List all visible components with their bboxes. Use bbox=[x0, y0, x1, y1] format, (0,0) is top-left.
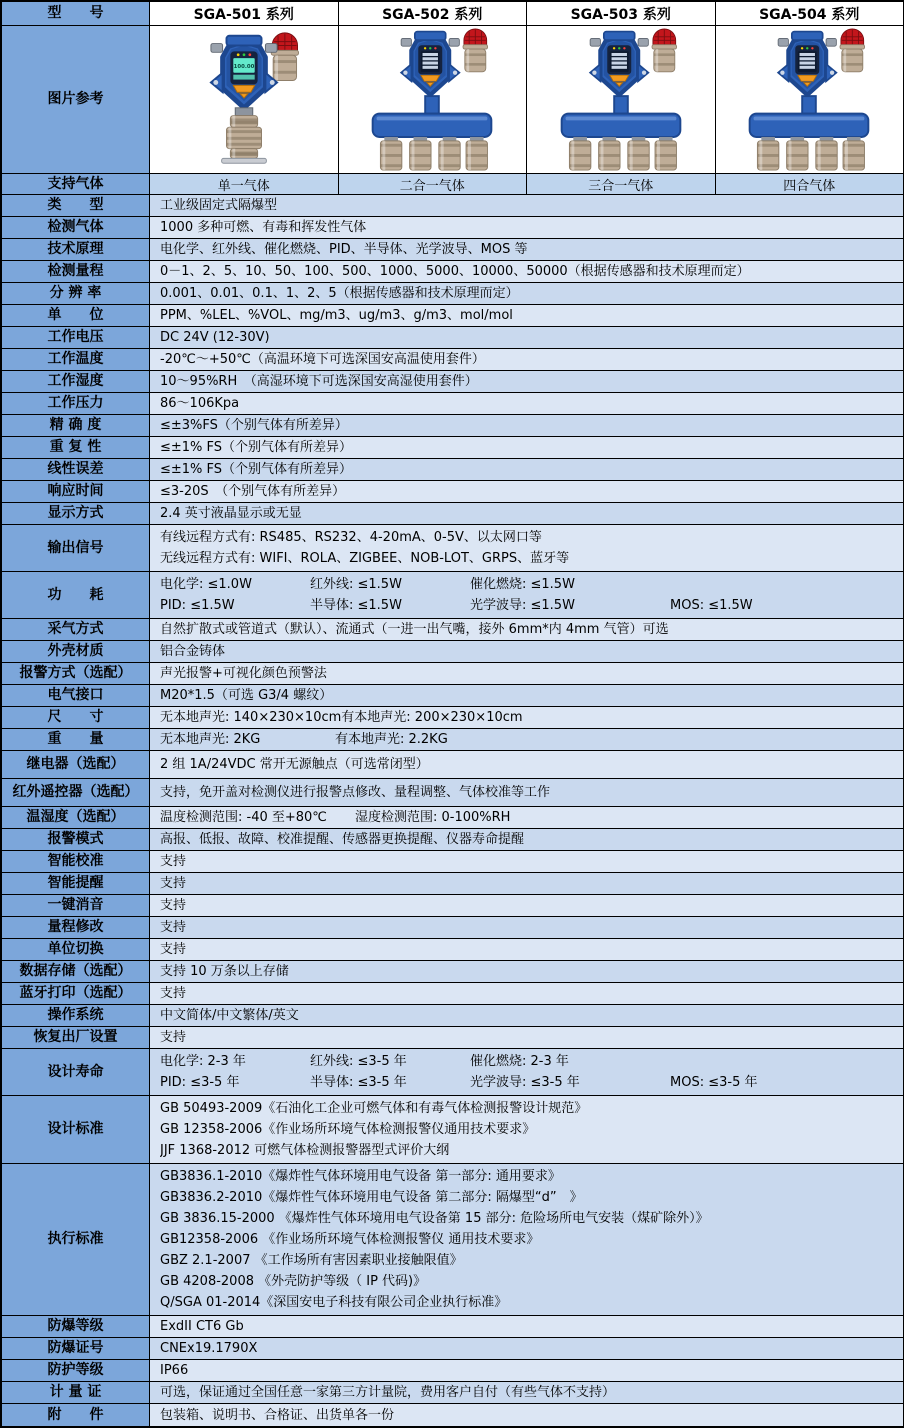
product-image-sga-502 bbox=[339, 26, 528, 173]
spec-row bbox=[2, 349, 903, 371]
row-value bbox=[150, 939, 903, 960]
row-value-line: 1000 多种可燃、有毒和挥发性气体 bbox=[160, 220, 367, 235]
spec-row bbox=[2, 503, 903, 525]
spec-row bbox=[2, 751, 903, 779]
supported-gas-row bbox=[2, 174, 903, 195]
row-label: 检测量程 bbox=[2, 261, 150, 282]
image-row-label: 图片参考 bbox=[2, 26, 150, 173]
row-value bbox=[150, 503, 903, 524]
row-value bbox=[150, 685, 903, 706]
row-value bbox=[150, 1404, 903, 1426]
spec-row bbox=[2, 1360, 903, 1382]
row-value-line: ≤±1% FS（个别气体有所差异） bbox=[160, 462, 353, 477]
row-value-segment: 无本地声光: 2KG bbox=[160, 732, 261, 747]
row-value-line: 支持 bbox=[160, 876, 187, 891]
row-value-segment: MOS: ≤3-5 年 bbox=[670, 1075, 758, 1090]
spec-row bbox=[2, 239, 903, 261]
spec-row bbox=[2, 1316, 903, 1338]
row-value-line: GB 50493-2009《石油化工企业可燃气体和有毒气体检测报警设计规范》 bbox=[160, 1101, 588, 1116]
row-value-line: 支持 10 万条以上存储 bbox=[160, 964, 289, 979]
row-value bbox=[150, 572, 903, 618]
row-value-line: 中文简体/中文繁体/英文 bbox=[160, 1008, 299, 1023]
row-value-line: 支持 bbox=[160, 986, 187, 1001]
row-value-line: GB3836.1-2010《爆炸性气体环境用电气设备 第一部分: 通用要求》 bbox=[160, 1169, 561, 1184]
row-label: 温湿度（选配） bbox=[2, 807, 150, 828]
row-value bbox=[150, 327, 903, 348]
row-value bbox=[150, 707, 903, 728]
supported-gas-3: 三合一气体 bbox=[527, 174, 716, 194]
row-label: 防爆证号 bbox=[2, 1338, 150, 1359]
row-value bbox=[150, 779, 903, 806]
row-value-segment: 催化燃烧: 2-3 年 bbox=[470, 1054, 569, 1069]
row-value-line: GB12358-2006 《作业场所环境气体检测报警仪 通用技术要求》 bbox=[160, 1232, 540, 1247]
row-value-line: IP66 bbox=[160, 1363, 189, 1378]
row-value-segment: MOS: ≤1.5W bbox=[670, 598, 753, 613]
row-label: 输出信号 bbox=[2, 525, 150, 571]
row-label: 功 耗 bbox=[2, 572, 150, 618]
row-value-line: 支持 bbox=[160, 854, 187, 869]
row-value-line: 有线远程方式有: RS485、RS232、4-20mA、0-5V、以太网口等 bbox=[160, 530, 542, 545]
row-value-line bbox=[160, 707, 903, 728]
spec-row bbox=[2, 1027, 903, 1049]
row-label: 重 量 bbox=[2, 729, 150, 750]
spec-row bbox=[2, 779, 903, 807]
model-header-1: SGA-501 系列 bbox=[150, 2, 339, 25]
supported-gas-2: 二合一气体 bbox=[339, 174, 528, 194]
spec-row bbox=[2, 873, 903, 895]
supported-gas-1: 单一气体 bbox=[150, 174, 339, 194]
row-value-line: 86～106Kpa bbox=[160, 396, 240, 411]
row-value-line: 0.001、0.01、0.1、1、2、5（根据传感器和技术原理而定） bbox=[160, 286, 519, 301]
spec-row bbox=[2, 851, 903, 873]
row-label: 电气接口 bbox=[2, 685, 150, 706]
spec-row bbox=[2, 195, 903, 217]
row-label: 防爆等级 bbox=[2, 1316, 150, 1337]
row-value-line: GB 4208-2008 《外壳防护等级（ IP 代码)》 bbox=[160, 1274, 427, 1289]
spec-row bbox=[2, 895, 903, 917]
row-value bbox=[150, 1382, 903, 1403]
row-value-line: 电化学、红外线、催化燃烧、PID、半导体、光学波导、MOS 等 bbox=[160, 242, 528, 257]
spec-row bbox=[2, 217, 903, 239]
spec-row bbox=[2, 327, 903, 349]
row-value-line: 无线远程方式有: WIFI、ROLA、ZIGBEE、NOB-LOT、GRPS、蓝牙等 bbox=[160, 551, 570, 566]
spec-row bbox=[2, 415, 903, 437]
row-value-segment: PID: ≤3-5 年 bbox=[160, 1075, 240, 1090]
row-label: 检测气体 bbox=[2, 217, 150, 238]
row-label: 类 型 bbox=[2, 195, 150, 216]
spec-row bbox=[2, 393, 903, 415]
row-value-line: ≤3-20S （个别气体有所差异） bbox=[160, 484, 346, 499]
row-label: 分 辨 率 bbox=[2, 283, 150, 304]
row-value bbox=[150, 1027, 903, 1048]
row-value bbox=[150, 305, 903, 326]
row-label: 数据存储（选配） bbox=[2, 961, 150, 982]
row-value-segment: 光学波导: ≤3-5 年 bbox=[470, 1075, 580, 1090]
row-value bbox=[150, 1164, 903, 1315]
row-value-segment: 湿度检测范围: 0-100%RH bbox=[355, 810, 511, 825]
row-value-line: 自然扩散式或管道式（默认）、流通式（一进一出气嘴，接外 6mm*内 4mm 气管）可选 bbox=[160, 622, 669, 637]
row-value bbox=[150, 729, 903, 750]
product-image-sga-503 bbox=[527, 26, 716, 173]
spec-row bbox=[2, 305, 903, 327]
spec-row bbox=[2, 1382, 903, 1404]
row-value bbox=[150, 217, 903, 238]
row-value bbox=[150, 239, 903, 260]
row-value-segment: 光学波导: ≤1.5W bbox=[470, 598, 575, 613]
row-value-line: -20℃～+50℃（高温环境下可选深国安高温使用套件） bbox=[160, 352, 485, 367]
row-value-line: 支持 bbox=[160, 942, 187, 957]
spec-row bbox=[2, 939, 903, 961]
row-label: 工作湿度 bbox=[2, 371, 150, 392]
row-label: 工作电压 bbox=[2, 327, 150, 348]
row-value bbox=[150, 917, 903, 938]
row-value-line: GB 12358-2006《作业场所环境气体检测报警仪通用技术要求》 bbox=[160, 1122, 536, 1137]
row-value bbox=[150, 1338, 903, 1359]
row-label: 精 确 度 bbox=[2, 415, 150, 436]
row-label: 智能校准 bbox=[2, 851, 150, 872]
row-value-line: 工业级固定式隔爆型 bbox=[160, 198, 278, 213]
row-value bbox=[150, 1096, 903, 1163]
row-value-line: M20*1.5（可选 G3/4 螺纹） bbox=[160, 688, 333, 703]
spec-row bbox=[2, 459, 903, 481]
row-label: 线性误差 bbox=[2, 459, 150, 480]
row-value bbox=[150, 1049, 903, 1095]
row-value-line: 可选，保证通过全国任意一家第三方计量院，费用客户自付（有些气体不支持） bbox=[160, 1385, 616, 1400]
row-label: 防护等级 bbox=[2, 1360, 150, 1381]
row-value-line: 包装箱、说明书、合格证、出货单各一份 bbox=[160, 1407, 395, 1423]
row-value-line: ≤±3%FS（个别气体有所差异） bbox=[160, 418, 348, 433]
row-value-line: JJF 1368-2012 可燃气体检测报警器型式评价大纲 bbox=[160, 1143, 450, 1158]
row-label: 恢复出厂设置 bbox=[2, 1027, 150, 1048]
row-label: 单 位 bbox=[2, 305, 150, 326]
spec-rows bbox=[2, 195, 903, 1426]
row-label: 操作系统 bbox=[2, 1005, 150, 1026]
row-label: 智能提醒 bbox=[2, 873, 150, 894]
supported-gas-4: 四合气体 bbox=[716, 174, 904, 194]
row-value-line bbox=[160, 807, 903, 828]
spec-row bbox=[2, 663, 903, 685]
row-value-line: 高报、低报、故障、校准提醒、传感器更换提醒、仪器寿命提醒 bbox=[160, 832, 525, 847]
row-label: 工作温度 bbox=[2, 349, 150, 370]
row-label: 量程修改 bbox=[2, 917, 150, 938]
gas-row-label: 支持气体 bbox=[2, 174, 150, 194]
row-label: 设计寿命 bbox=[2, 1049, 150, 1095]
row-label: 一键消音 bbox=[2, 895, 150, 916]
spec-row bbox=[2, 729, 903, 751]
row-value-segment: 红外线: ≤1.5W bbox=[310, 577, 402, 592]
row-value bbox=[150, 619, 903, 640]
row-value-segment: PID: ≤1.5W bbox=[160, 598, 235, 613]
row-label: 重 复 性 bbox=[2, 437, 150, 458]
spec-row bbox=[2, 641, 903, 663]
row-value-segment: 有本地声光: 200×230×10cm bbox=[341, 710, 523, 725]
row-value-line: 支持 bbox=[160, 898, 187, 913]
row-value-segment: 半导体: ≤1.5W bbox=[310, 598, 402, 613]
product-image-sga-501 bbox=[150, 26, 339, 173]
row-value bbox=[150, 807, 903, 828]
spec-row bbox=[2, 707, 903, 729]
row-label: 响应时间 bbox=[2, 481, 150, 502]
row-value-line: GB 3836.15-2000 《爆炸性气体环境用电气设备第 15 部分: 危险场所电气安装（煤矿除外）》 bbox=[160, 1211, 709, 1226]
row-label: 报警模式 bbox=[2, 829, 150, 850]
spec-row bbox=[2, 1164, 903, 1316]
model-header-2: SGA-502 系列 bbox=[339, 2, 528, 25]
row-value-line: CNEx19.1790X bbox=[160, 1341, 258, 1356]
row-value-line: DC 24V (12-30V) bbox=[160, 330, 270, 345]
row-value bbox=[150, 961, 903, 982]
product-image-row bbox=[2, 26, 903, 174]
spec-row bbox=[2, 1005, 903, 1027]
row-value-line: GBZ 2.1-2007 《工作场所有害因素职业接触限值》 bbox=[160, 1253, 463, 1268]
row-label: 显示方式 bbox=[2, 503, 150, 524]
row-value bbox=[150, 349, 903, 370]
row-value-segment: 电化学: 2-3 年 bbox=[160, 1054, 246, 1069]
row-value-line: 2.4 英寸液晶显示或无显 bbox=[160, 506, 302, 521]
spec-row bbox=[2, 572, 903, 619]
row-value-segment: 红外线: ≤3-5 年 bbox=[310, 1054, 407, 1069]
row-value bbox=[150, 829, 903, 850]
row-value bbox=[150, 1316, 903, 1337]
row-value bbox=[150, 459, 903, 480]
row-value-line: 0－1、2、5、10、50、100、500、1000、5000、10000、50000（根据传感器和技术原理而定） bbox=[160, 264, 750, 279]
row-value-line: 支持 bbox=[160, 920, 187, 935]
row-label: 工作压力 bbox=[2, 393, 150, 414]
row-value-line: ExdII CT6 Gb bbox=[160, 1319, 244, 1334]
spec-row bbox=[2, 261, 903, 283]
spec-row bbox=[2, 371, 903, 393]
row-label: 计 量 证 bbox=[2, 1382, 150, 1403]
row-value bbox=[150, 437, 903, 458]
row-value-line: Q/SGA 01-2014《深国安电子科技有限公司企业执行标准》 bbox=[160, 1295, 508, 1310]
row-label: 继电器（选配） bbox=[2, 751, 150, 778]
spec-row bbox=[2, 619, 903, 641]
spec-row bbox=[2, 829, 903, 851]
row-value bbox=[150, 983, 903, 1004]
spec-row bbox=[2, 437, 903, 459]
row-value bbox=[150, 371, 903, 392]
row-value-segment: 电化学: ≤1.0W bbox=[160, 577, 252, 592]
row-label: 报警方式（选配） bbox=[2, 663, 150, 684]
row-value-line: 声光报警+可视化颜色预警法 bbox=[160, 666, 327, 681]
spec-row bbox=[2, 961, 903, 983]
row-value bbox=[150, 525, 903, 571]
row-value-segment: 温度检测范围: -40 至+80℃ bbox=[160, 810, 327, 825]
spec-row bbox=[2, 481, 903, 503]
row-value-line bbox=[160, 574, 903, 595]
row-value bbox=[150, 415, 903, 436]
row-value bbox=[150, 751, 903, 778]
row-value-line: 支持，免开盖对检测仪进行报警点修改、量程调整、气体校准等工作 bbox=[160, 785, 551, 800]
row-value-line: GB3836.2-2010《爆炸性气体环境用电气设备 第二部分: 隔爆型“d” 》 bbox=[160, 1190, 583, 1205]
product-image-sga-504 bbox=[716, 26, 904, 173]
row-label: 执行标准 bbox=[2, 1164, 150, 1315]
model-header-label: 型 号 bbox=[2, 2, 150, 25]
row-value-line: 2 组 1A/24VDC 常开无源触点（可选常闭型） bbox=[160, 757, 429, 772]
row-value bbox=[150, 895, 903, 916]
gas-detector-illustration bbox=[153, 28, 335, 172]
spec-row bbox=[2, 1096, 903, 1164]
row-value-line bbox=[160, 729, 903, 750]
row-label: 附 件 bbox=[2, 1404, 150, 1426]
row-label: 设计标准 bbox=[2, 1096, 150, 1163]
row-value-line bbox=[160, 1051, 903, 1072]
row-value-segment: 催化燃烧: ≤1.5W bbox=[470, 577, 575, 592]
spec-row bbox=[2, 525, 903, 572]
spec-row bbox=[2, 283, 903, 305]
spec-row bbox=[2, 685, 903, 707]
row-value-line: 支持 bbox=[160, 1030, 187, 1045]
gas-detector-illustration bbox=[530, 28, 712, 172]
row-value-line: 10～95%RH （高湿环境下可选深国安高湿使用套件） bbox=[160, 374, 478, 389]
svg-text:100.00: 100.00 bbox=[233, 63, 255, 70]
row-value bbox=[150, 393, 903, 414]
row-value bbox=[150, 641, 903, 662]
row-value bbox=[150, 663, 903, 684]
row-value bbox=[150, 195, 903, 216]
spec-row bbox=[2, 983, 903, 1005]
row-value-segment: 半导体: ≤3-5 年 bbox=[310, 1075, 407, 1090]
row-value-line: PPM、%LEL、%VOL、mg/m3、ug/m3、g/m3、mol/mol bbox=[160, 308, 513, 323]
spec-row bbox=[2, 1049, 903, 1096]
row-value bbox=[150, 283, 903, 304]
row-label: 采气方式 bbox=[2, 619, 150, 640]
row-label: 单位切换 bbox=[2, 939, 150, 960]
row-value-line bbox=[160, 595, 903, 616]
row-label: 尺 寸 bbox=[2, 707, 150, 728]
spec-row bbox=[2, 917, 903, 939]
row-value-segment: 无本地声光: 140×230×10cm bbox=[160, 710, 342, 725]
row-value-line bbox=[160, 1072, 903, 1093]
row-value bbox=[150, 261, 903, 282]
row-value-segment: 有本地声光: 2.2KG bbox=[335, 732, 448, 747]
row-value-line: 铝合金铸体 bbox=[160, 644, 226, 659]
row-label: 蓝牙打印（选配） bbox=[2, 983, 150, 1004]
row-value bbox=[150, 1005, 903, 1026]
row-value-line: ≤±1% FS（个别气体有所差异） bbox=[160, 440, 353, 455]
row-value bbox=[150, 851, 903, 872]
model-header-4: SGA-504 系列 bbox=[716, 2, 904, 25]
gas-detector-illustration bbox=[718, 28, 900, 172]
row-value bbox=[150, 873, 903, 894]
gas-detector-illustration bbox=[341, 28, 523, 172]
spec-row bbox=[2, 1338, 903, 1360]
row-label: 红外遥控器（选配） bbox=[2, 779, 150, 806]
row-label: 外壳材质 bbox=[2, 641, 150, 662]
spec-row bbox=[2, 1404, 903, 1426]
spec-row bbox=[2, 807, 903, 829]
row-value bbox=[150, 481, 903, 502]
model-header-row bbox=[2, 2, 903, 26]
model-header-3: SGA-503 系列 bbox=[527, 2, 716, 25]
row-label: 技术原理 bbox=[2, 239, 150, 260]
